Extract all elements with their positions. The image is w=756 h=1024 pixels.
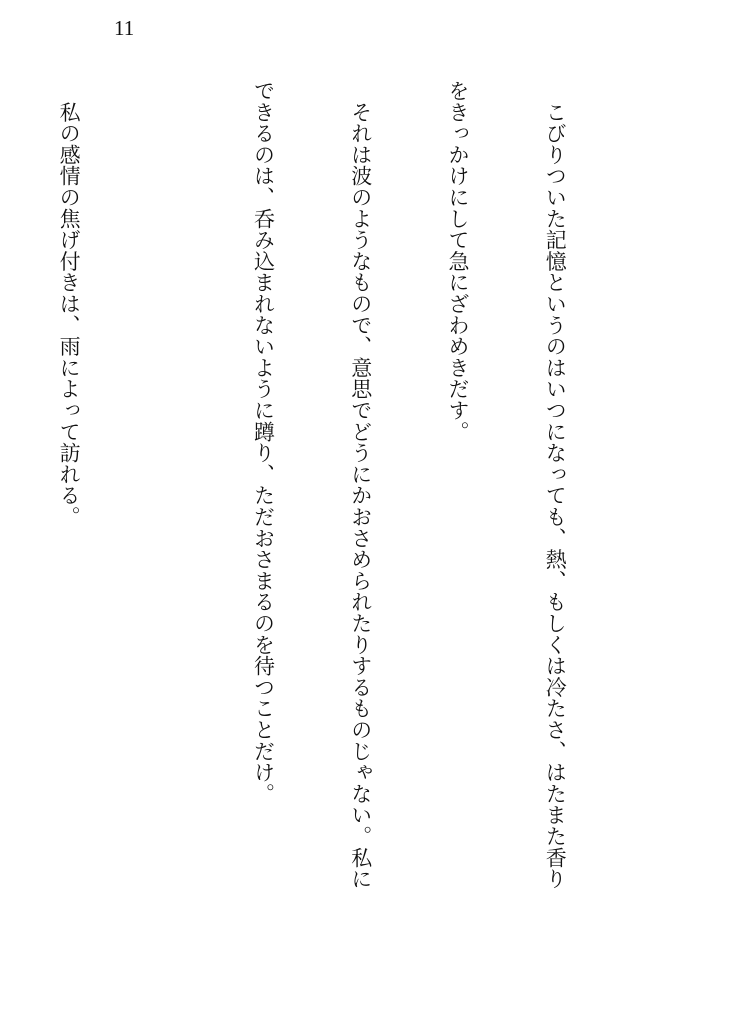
text-line: それは波のようなもので、意思でどうにかおさめられたりするものじゃない。私に [348, 80, 373, 890]
text-line: できるのは、呑み込まれないように蹲り、ただおさまるのを待つことだけ。 [251, 80, 276, 805]
text-line: 私の感情の焦げ付きは、雨によって訪れる。 [57, 80, 82, 528]
text-line: をきっかけにして急にざわめきだす。 [445, 80, 470, 443]
body-text [57, 80, 636, 980]
page-number: 11 [114, 16, 135, 40]
text-line: こびりついた記憶というのはいつになっても、熱、もしくは冷たさ、はたまた香り [543, 80, 568, 890]
blank-line [150, 80, 182, 980]
